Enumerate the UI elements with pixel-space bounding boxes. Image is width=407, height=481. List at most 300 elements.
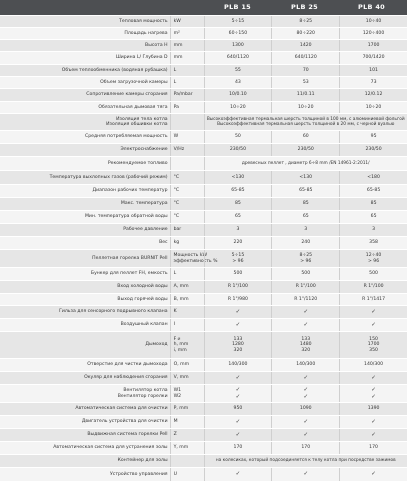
- row-label-line: Макс. температура: [0, 201, 168, 206]
- row-value-3-line: 140/300: [340, 362, 407, 367]
- row-value-2-line: > 96: [272, 259, 339, 264]
- row-unit-line: °C: [174, 214, 204, 219]
- row-value-3: [339, 468, 407, 481]
- row-value-1-line: 5÷15: [205, 253, 272, 258]
- row-value-3: [339, 131, 407, 143]
- row-value-3: [339, 144, 407, 156]
- row-value-1: [204, 211, 272, 223]
- row-value-1: [204, 468, 272, 481]
- row-value-1-line: ✓: [205, 419, 272, 425]
- row-unit-line: L: [174, 68, 204, 73]
- row-value-2-line: 8÷25: [272, 19, 339, 24]
- row-value-2: [271, 89, 339, 101]
- row-value-1-line: 60÷150: [205, 31, 272, 36]
- row-value-3: [339, 281, 407, 293]
- row-value-2-line: 1420: [272, 43, 339, 48]
- row-label-line: Ширина L/ Глубина D: [0, 55, 168, 60]
- row-unit: [170, 40, 204, 51]
- row-span-value-line: на колесиках, который подсоединяется к телу котла при посредстве зажимов: [205, 458, 407, 463]
- row-label-line: Температура выхлопных газов (рабочий режим): [0, 175, 168, 180]
- row-value-2-line: 85: [272, 201, 339, 206]
- row-label-line: Автоматическая система для очистки: [0, 406, 168, 411]
- row-value-1: [204, 306, 272, 318]
- row-value-2-line: ✓: [272, 322, 339, 328]
- header-model-1: PLB 15: [204, 0, 271, 15]
- row-unit-line: A, mm: [174, 284, 204, 289]
- row-unit-line: kg: [174, 240, 204, 245]
- row-value-2-line: 1480: [272, 342, 339, 347]
- row-unit-line: Z: [174, 432, 204, 437]
- row-unit-line: °C: [174, 188, 204, 193]
- row-value-3-line: 73: [340, 80, 407, 85]
- row-value-2: [271, 40, 339, 51]
- row-value-3: [339, 294, 407, 305]
- row-value-1: [204, 89, 272, 101]
- row-unit: [170, 442, 204, 454]
- row-value-3: [339, 102, 407, 113]
- row-value-3: [339, 250, 407, 267]
- table-row: [0, 88, 407, 101]
- row-value-1: [204, 144, 272, 156]
- row-unit: [170, 416, 204, 428]
- row-value-3-line: 3: [340, 227, 407, 232]
- row-value-3-line: 65-85: [340, 188, 407, 193]
- row-value-2: [271, 416, 339, 428]
- row-label-line: Гильза для сенсорного подрывного клапана: [0, 309, 168, 314]
- table-row: [0, 415, 407, 428]
- row-label-line: Окуляр для наблюдения сгорания: [0, 375, 168, 380]
- row-value-2-line: 230/50: [272, 147, 339, 152]
- table-row: [0, 402, 407, 415]
- row-label: [0, 55, 170, 60]
- row-value-2-line: ✓: [272, 387, 339, 393]
- row-unit: [170, 429, 204, 441]
- row-unit: [170, 185, 204, 197]
- table-row: [0, 331, 407, 358]
- row-unit-line: I: [174, 322, 204, 327]
- row-unit-line: W2: [174, 394, 204, 399]
- row-unit: [170, 294, 204, 305]
- row-value-3: [339, 171, 407, 184]
- row-value-3: [339, 65, 407, 76]
- row-label-line: Сопротивление камеры сгорания: [0, 92, 168, 97]
- row-value-3: [339, 332, 407, 358]
- row-value-3-line: ✓: [340, 375, 407, 381]
- row-value-1-line: 10÷20: [205, 105, 272, 110]
- row-unit: [170, 65, 204, 76]
- table-row: [0, 358, 407, 371]
- row-label-line: Рекомендуемое топливо: [0, 161, 168, 166]
- row-label-line: Двигатель устройства для очистки: [0, 419, 168, 424]
- row-value-2-line: 1090: [272, 406, 339, 411]
- row-label-line: Выход горячей воды: [0, 297, 168, 302]
- row-value-2: [271, 403, 339, 415]
- row-value-3-line: 12/0.12: [340, 92, 407, 97]
- row-value-3-line: 1700: [340, 342, 407, 347]
- row-value-3-line: 1390: [340, 406, 407, 411]
- row-value-3: [339, 429, 407, 441]
- row-unit: [170, 359, 204, 371]
- row-value-3-line: ✓: [340, 387, 407, 393]
- row-value-3: [339, 52, 407, 64]
- row-label-line: Изоляция обшивки котла: [0, 122, 168, 127]
- row-value-1-line: 220: [205, 240, 272, 245]
- row-value-1: [204, 171, 272, 184]
- row-unit: [170, 237, 204, 249]
- row-value-1: [204, 416, 272, 428]
- row-label: [0, 161, 170, 166]
- row-value-3-line: ✓: [340, 322, 407, 328]
- row-value-2: [271, 294, 339, 305]
- row-label-line: Объем теплообменника (водяная рубашка): [0, 68, 168, 73]
- row-value-3-line: ✓: [340, 471, 407, 477]
- row-value-1-line: ✓: [205, 471, 272, 477]
- row-unit-line: h, mm: [174, 342, 204, 347]
- row-label-line: Электроснабжение: [0, 147, 168, 152]
- row-label: [0, 105, 170, 110]
- table-row: [0, 236, 407, 249]
- row-unit: [170, 157, 204, 170]
- row-unit: [170, 372, 204, 384]
- row-value-1-line: 85: [205, 201, 272, 206]
- row-value-3: [339, 28, 407, 39]
- row-value-1: [204, 359, 272, 371]
- table-row: [0, 467, 407, 481]
- row-unit: [170, 332, 204, 358]
- row-value-3-line: R 1"/100: [340, 284, 407, 289]
- table-row: [0, 428, 407, 441]
- row-unit: [170, 268, 204, 280]
- row-value-2: [271, 171, 339, 184]
- row-value-2-line: 140/300: [272, 362, 339, 367]
- row-value-3: [339, 40, 407, 51]
- row-label: [0, 322, 170, 327]
- row-label: [0, 175, 170, 180]
- row-label: [0, 214, 170, 219]
- row-label: [0, 284, 170, 289]
- row-value-3: [339, 403, 407, 415]
- row-value-1: [204, 52, 272, 64]
- row-value-2-line: 3: [272, 227, 339, 232]
- table-row: [0, 130, 407, 143]
- row-value-2: [271, 319, 339, 331]
- row-value-3-line: <180: [340, 175, 407, 180]
- table-row: [0, 51, 407, 64]
- table-row: [0, 371, 407, 384]
- row-value-1: [204, 385, 272, 402]
- row-value-1-line: 65: [205, 214, 272, 219]
- row-label: [0, 19, 170, 24]
- header-model-2: PLB 25: [271, 0, 338, 15]
- row-value-3: [339, 185, 407, 197]
- row-unit-line: m²: [174, 31, 204, 36]
- row-unit-line: U: [174, 472, 204, 477]
- row-value-1: [204, 198, 272, 210]
- row-label: [0, 240, 170, 245]
- row-value-2-line: <130: [272, 175, 339, 180]
- row-value-3: [339, 198, 407, 210]
- row-value-3: [339, 224, 407, 236]
- row-value-3-line: ✓: [340, 419, 407, 425]
- row-value-2-line: 70: [272, 68, 339, 73]
- table-row: [0, 249, 407, 267]
- row-unit: [170, 131, 204, 143]
- table-row: [0, 223, 407, 236]
- row-unit-line: Pa/mbar: [174, 92, 204, 97]
- row-value-2-line: 640/1120: [272, 55, 339, 60]
- row-value-1-line: > 96: [205, 259, 272, 264]
- row-value-2-line: 53: [272, 80, 339, 85]
- table-header: [0, 0, 407, 15]
- table-row: [0, 210, 407, 223]
- row-value-2: [271, 359, 339, 371]
- row-unit-line: Мощность kW: [174, 253, 204, 258]
- table-row: [0, 305, 407, 318]
- row-value-1-line: 3: [205, 227, 272, 232]
- row-value-2-line: 60: [272, 134, 339, 139]
- table-row: [0, 197, 407, 210]
- header-label-col: [0, 0, 170, 15]
- row-value-3-line: 120÷400: [340, 31, 407, 36]
- row-value-2: [271, 211, 339, 223]
- row-value-1: [204, 319, 272, 331]
- row-label: [0, 406, 170, 411]
- table-row: [0, 318, 407, 331]
- row-value-2-line: R 1"/100: [272, 284, 339, 289]
- row-unit: [170, 455, 204, 467]
- row-value-2-line: 170: [272, 445, 339, 450]
- row-value-1: [204, 16, 272, 27]
- row-value-3-line: 85: [340, 201, 407, 206]
- row-value-2-line: 320: [272, 348, 339, 353]
- row-value-2-line: ✓: [272, 375, 339, 381]
- row-unit: [170, 77, 204, 88]
- row-value-2: [271, 65, 339, 76]
- row-label-line: Вентилятор горелки: [0, 394, 168, 399]
- row-value-3-line: 95: [340, 134, 407, 139]
- row-span-value-line: Высокоэффективная термальная шерсть толщиной в 20 мм, с черной вуалью: [205, 122, 407, 127]
- row-label: [0, 375, 170, 380]
- row-value-1-line: 10/0.10: [205, 92, 272, 97]
- row-value-2: [271, 198, 339, 210]
- row-label: [0, 458, 170, 463]
- row-label: [0, 472, 170, 477]
- table-row: [0, 293, 407, 305]
- row-unit: [170, 28, 204, 39]
- row-label: [0, 68, 170, 73]
- row-label-line: Диапазон рабочих температур: [0, 188, 168, 193]
- row-value-3: [339, 89, 407, 101]
- row-value-1-line: 43: [205, 80, 272, 85]
- row-label: [0, 92, 170, 97]
- row-unit: [170, 224, 204, 236]
- row-unit: [170, 250, 204, 267]
- row-label: [0, 445, 170, 450]
- row-value-1-line: 5÷15: [205, 19, 272, 24]
- row-value-1-line: 1280: [205, 342, 272, 347]
- row-unit-line: эффективность %: [174, 259, 204, 264]
- row-value-2-line: 65-85: [272, 188, 339, 193]
- row-label-line: Тепловая мощность: [0, 19, 168, 24]
- row-value-3-line: 700/1420: [340, 55, 407, 60]
- row-unit-line: F ⌀: [174, 337, 204, 342]
- row-unit-line: L: [174, 80, 204, 85]
- row-value-1: [204, 40, 272, 51]
- row-unit: [170, 281, 204, 293]
- row-value-2: [271, 16, 339, 27]
- row-value-2: [271, 185, 339, 197]
- row-value-2: [271, 442, 339, 454]
- row-value-1-line: ✓: [205, 432, 272, 438]
- row-value-1-line: ✓: [205, 387, 272, 393]
- row-span-value: [204, 157, 407, 170]
- row-value-3: [339, 16, 407, 27]
- row-value-1-line: ✓: [205, 394, 272, 400]
- row-label: [0, 117, 170, 128]
- row-span-value: [204, 455, 407, 467]
- row-value-1-line: ✓: [205, 322, 272, 328]
- row-value-1-line: 65-85: [205, 188, 272, 193]
- row-unit-line: Pa: [174, 105, 204, 110]
- row-unit: [170, 211, 204, 223]
- row-value-3-line: ✓: [340, 432, 407, 438]
- row-value-3-line: 350: [340, 348, 407, 353]
- row-label: [0, 227, 170, 232]
- row-value-1-line: ✓: [205, 375, 272, 381]
- row-label: [0, 297, 170, 302]
- row-label: [0, 201, 170, 206]
- row-value-3: [339, 372, 407, 384]
- row-value-2-line: ✓: [272, 394, 339, 400]
- row-unit-line: bar: [174, 227, 204, 232]
- row-label-line: Контейнер для золы: [0, 458, 168, 463]
- row-value-1-line: 950: [205, 406, 272, 411]
- row-value-1: [204, 77, 272, 88]
- row-value-3-line: 65: [340, 214, 407, 219]
- row-unit-line: B, mm: [174, 297, 204, 302]
- table-row: [0, 454, 407, 467]
- row-value-2-line: 80÷220: [272, 31, 339, 36]
- table-row: [0, 267, 407, 280]
- table-row: [0, 156, 407, 170]
- row-value-1-line: <130: [205, 175, 272, 180]
- row-label-line: Вход холодной воды: [0, 284, 168, 289]
- row-value-1-line: 55: [205, 68, 272, 73]
- row-value-2: [271, 306, 339, 318]
- row-unit-line: V, mm: [174, 375, 204, 380]
- row-unit: [170, 385, 204, 402]
- table-row: [0, 27, 407, 39]
- row-value-3: [339, 77, 407, 88]
- row-value-1-line: 320: [205, 348, 272, 353]
- row-value-1-line: 133: [205, 337, 272, 342]
- header-model-3: PLB 40: [338, 0, 405, 15]
- row-unit-line: Y, mm: [174, 445, 204, 450]
- row-unit: [170, 52, 204, 64]
- row-value-3: [339, 237, 407, 249]
- row-value-1: [204, 332, 272, 358]
- row-value-3-line: 10÷20: [340, 105, 407, 110]
- row-unit: [170, 198, 204, 210]
- row-value-3: [339, 268, 407, 280]
- row-label: [0, 419, 170, 424]
- row-unit-line: °C: [174, 175, 204, 180]
- row-value-2-line: 500: [272, 271, 339, 276]
- table-row: [0, 280, 407, 293]
- row-value-2: [271, 385, 339, 402]
- row-span-value-line: Высокоэффективная термальная шерсть толщиной в 100 мм, с алюминиевой фольгой: [205, 117, 407, 122]
- row-value-2: [271, 429, 339, 441]
- row-unit-line: W: [174, 134, 204, 139]
- row-value-2: [271, 372, 339, 384]
- table-row: [0, 170, 407, 184]
- table-row: [0, 64, 407, 76]
- row-label: [0, 432, 170, 437]
- row-unit: [170, 144, 204, 156]
- row-value-2-line: 133: [272, 337, 339, 342]
- row-value-2: [271, 468, 339, 481]
- row-value-1-line: 500: [205, 271, 272, 276]
- row-label: [0, 134, 170, 139]
- row-value-3-line: > 96: [340, 259, 407, 264]
- row-label-line: Автоматическая система для устранения золы: [0, 445, 168, 450]
- row-value-1-line: 170: [205, 445, 272, 450]
- row-value-1: [204, 268, 272, 280]
- row-value-2: [271, 77, 339, 88]
- table-row: [0, 113, 407, 130]
- row-value-2: [271, 131, 339, 143]
- header-unit-col: [170, 0, 204, 15]
- row-label: [0, 188, 170, 193]
- row-unit-line: mm: [174, 55, 204, 60]
- row-unit-line: W1: [174, 388, 204, 393]
- row-label-line: Устройство управления: [0, 472, 168, 477]
- row-value-1-line: ✓: [205, 309, 272, 315]
- row-value-3-line: ✓: [340, 394, 407, 400]
- row-label-line: Высота H: [0, 43, 168, 48]
- row-label-line: Объем загрузочной камеры: [0, 80, 168, 85]
- row-value-2: [271, 224, 339, 236]
- row-value-1: [204, 237, 272, 249]
- row-label-line: Мин. температура обратной воды: [0, 214, 168, 219]
- table-row: [0, 15, 407, 27]
- row-unit: [170, 16, 204, 27]
- row-value-3-line: 1700: [340, 43, 407, 48]
- row-unit-line: L: [174, 271, 204, 276]
- row-value-3-line: 101: [340, 68, 407, 73]
- row-value-3-line: 358: [340, 240, 407, 245]
- row-value-1: [204, 131, 272, 143]
- row-value-3: [339, 442, 407, 454]
- table-row: [0, 76, 407, 88]
- row-label-line: Дымоход: [0, 342, 168, 347]
- row-label: [0, 362, 170, 367]
- row-unit-line: O, mm: [174, 362, 204, 367]
- row-value-1: [204, 65, 272, 76]
- row-value-3-line: 170: [340, 445, 407, 450]
- row-label: [0, 147, 170, 152]
- row-unit-line: mm: [174, 43, 204, 48]
- row-value-3: [339, 359, 407, 371]
- row-value-3: [339, 211, 407, 223]
- row-label-line: Изоляция тела котла: [0, 117, 168, 122]
- row-value-1: [204, 403, 272, 415]
- row-value-2-line: 10÷20: [272, 105, 339, 110]
- row-value-2: [271, 102, 339, 113]
- row-value-1: [204, 102, 272, 113]
- row-value-3: [339, 416, 407, 428]
- row-label: [0, 256, 170, 261]
